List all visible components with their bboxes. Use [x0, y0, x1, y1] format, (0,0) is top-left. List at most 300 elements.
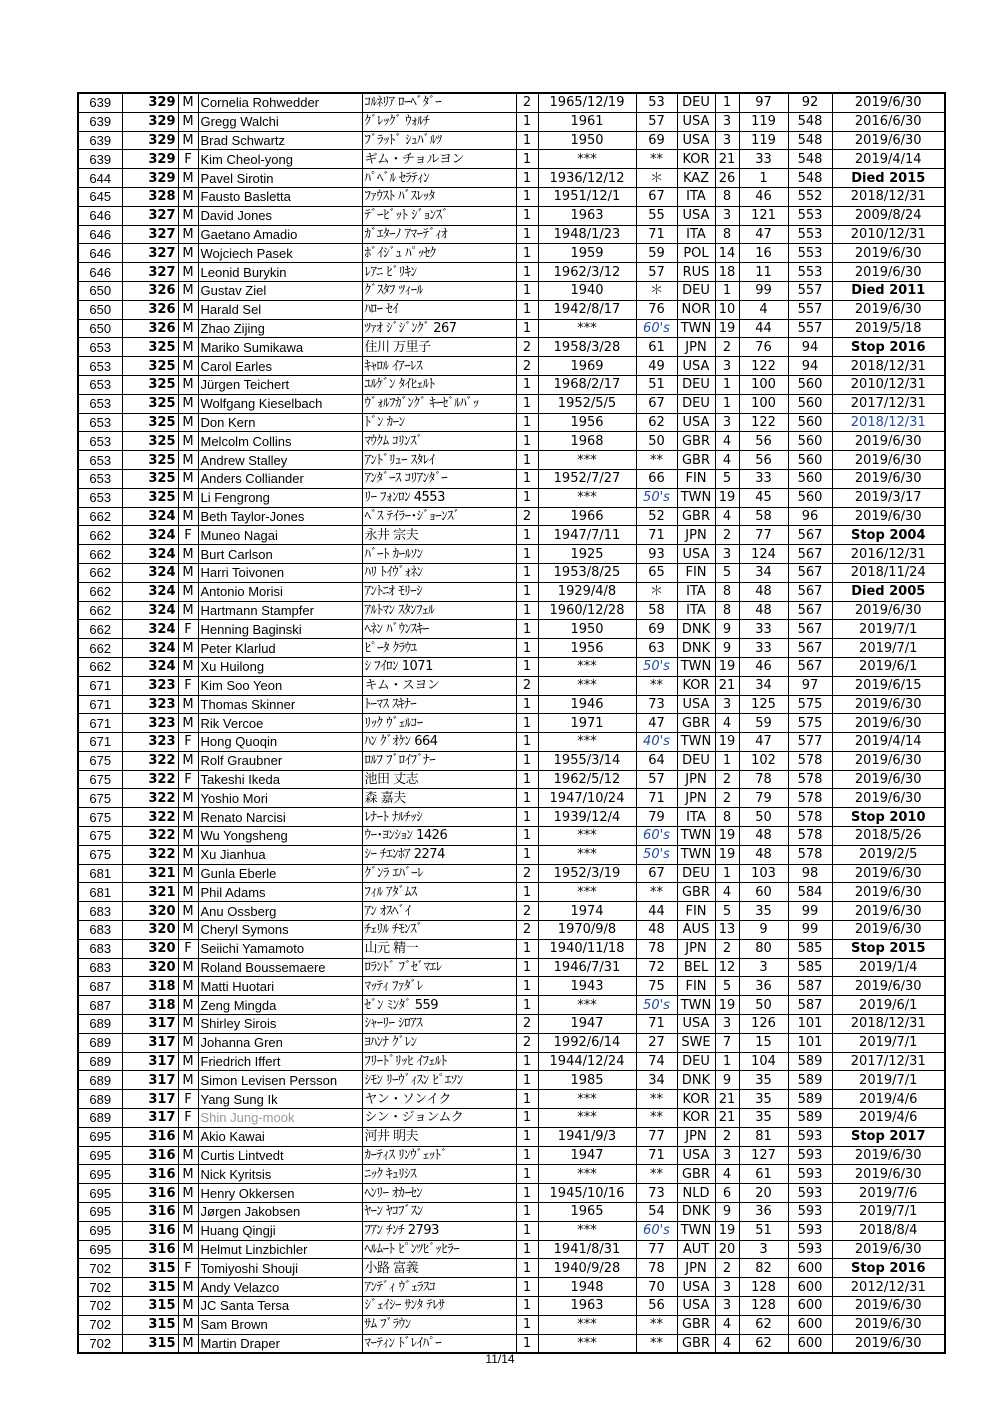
age-decade: 50's — [643, 490, 670, 506]
position-cell: 575 — [788, 714, 832, 733]
table-row — [78, 770, 945, 789]
score-cell: 315 — [122, 1334, 178, 1353]
name-cell: Nick Kyritsis — [198, 1165, 362, 1184]
table-row — [78, 1221, 945, 1240]
age-cell: 57 — [636, 263, 677, 282]
rank-cell: 662 — [78, 545, 122, 564]
rank-cell: 662 — [78, 563, 122, 582]
birth-date-cell: 1960/12/28 — [538, 601, 636, 620]
sex-cell: M — [178, 845, 198, 864]
name-cell: Wolfgang Kieselbach — [198, 394, 362, 413]
date-cell: Stop 2010 — [832, 808, 945, 827]
name-cell: Jürgen Teichert — [198, 375, 362, 394]
name-cell: Thomas Skinner — [198, 695, 362, 714]
position-cell: 567 — [788, 657, 832, 676]
sex-cell: F — [178, 1090, 198, 1109]
count-cell: 1 — [516, 526, 538, 545]
count-cell: 1 — [516, 996, 538, 1015]
country-cell: JPN — [677, 1127, 715, 1146]
rank-cell: 683 — [78, 958, 122, 977]
kana-name-cell: ﾊﾞｰﾄ ｶｰﾙｿﾝ — [362, 545, 516, 564]
points-cell: 119 — [739, 112, 788, 131]
count-cell: 1 — [516, 206, 538, 225]
table-row — [78, 1033, 945, 1052]
age-cell: 55 — [636, 206, 677, 225]
kana-name-cell: ﾘｰ ﾌｫﾝﾛﾝ 4553 — [362, 488, 516, 507]
date-cell: 2019/7/1 — [832, 639, 945, 658]
birth-date-cell: *** — [538, 1090, 636, 1109]
name-cell: Andrew Stalley — [198, 451, 362, 470]
rank-cell: 683 — [78, 939, 122, 958]
count-cell: 1 — [516, 413, 538, 432]
rank-cell: 683 — [78, 902, 122, 921]
country-cell: JPN — [677, 789, 715, 808]
score-cell: 322 — [122, 808, 178, 827]
position-cell: 96 — [788, 507, 832, 526]
position-cell: 92 — [788, 93, 832, 112]
score-cell: 324 — [122, 620, 178, 639]
count-cell: 1 — [516, 883, 538, 902]
score-cell: 325 — [122, 432, 178, 451]
score-cell: 324 — [122, 545, 178, 564]
table-row — [78, 206, 945, 225]
age-cell: ** — [636, 451, 677, 470]
points-cell: 56 — [739, 432, 788, 451]
sex-cell: M — [178, 1221, 198, 1240]
country-number-cell: 4 — [715, 432, 739, 451]
count-cell: 2 — [516, 1033, 538, 1052]
position-cell: 585 — [788, 939, 832, 958]
count-cell: 1 — [516, 225, 538, 244]
name-cell: Simon Levisen Persson — [198, 1071, 362, 1090]
date-cell: 2019/5/18 — [832, 319, 945, 338]
kana-name-cell: ｱﾙﾄﾏﾝ ｽﾀﾝﾌｪﾙ — [362, 601, 516, 620]
points-cell: 50 — [739, 808, 788, 827]
score-cell: 315 — [122, 1278, 178, 1297]
position-cell: 593 — [788, 1184, 832, 1203]
kana-name-cell: 池田 丈志 — [362, 770, 516, 789]
age-cell — [636, 845, 677, 864]
date-cell: 2019/6/30 — [832, 263, 945, 282]
table-row — [78, 507, 945, 526]
position-cell: 593 — [788, 1165, 832, 1184]
table-row — [78, 1203, 945, 1222]
age-cell: 59 — [636, 244, 677, 263]
country-number-cell: 1 — [715, 375, 739, 394]
country-number-cell: 3 — [715, 413, 739, 432]
points-cell: 126 — [739, 1015, 788, 1034]
birth-date-cell: 1969 — [538, 357, 636, 376]
rank-cell: 689 — [78, 1090, 122, 1109]
birth-date-cell: 1946/7/31 — [538, 958, 636, 977]
table-row — [78, 996, 945, 1015]
position-cell: 548 — [788, 131, 832, 150]
sex-cell: M — [178, 469, 198, 488]
sex-cell: M — [178, 695, 198, 714]
table-row — [78, 131, 945, 150]
kana-name-cell: ﾍﾙﾑｰﾄ ﾋﾟﾝﾂﾋﾞｯﾋﾗｰ — [362, 1240, 516, 1259]
birth-date-cell: *** — [538, 676, 636, 695]
rank-cell: 662 — [78, 507, 122, 526]
country-number-cell: 3 — [715, 695, 739, 714]
rank-cell: 650 — [78, 300, 122, 319]
country-cell: NOR — [677, 300, 715, 319]
points-cell: 119 — [739, 131, 788, 150]
date-cell: Died 2011 — [832, 281, 945, 300]
name-cell: Hong Quoqin — [198, 733, 362, 752]
name-cell: Anders Colliander — [198, 469, 362, 488]
country-number-cell: 2 — [715, 1259, 739, 1278]
sex-cell: M — [178, 375, 198, 394]
country-cell: GBR — [677, 1334, 715, 1353]
age-cell: 62 — [636, 413, 677, 432]
name-cell: JC Santa Tersa — [198, 1297, 362, 1316]
age-cell: 70 — [636, 1278, 677, 1297]
count-cell: 2 — [516, 93, 538, 112]
country-number-cell: 19 — [715, 657, 739, 676]
age-cell: 73 — [636, 695, 677, 714]
birth-date-cell: 1947/7/11 — [538, 526, 636, 545]
country-cell: SWE — [677, 1033, 715, 1052]
points-cell: 33 — [739, 469, 788, 488]
name-cell: Xu Jianhua — [198, 845, 362, 864]
position-cell: 557 — [788, 281, 832, 300]
score-cell: 326 — [122, 281, 178, 300]
age-cell: 72 — [636, 958, 677, 977]
name-cell: Leonid Burykin — [198, 263, 362, 282]
name-cell: Akio Kawai — [198, 1127, 362, 1146]
date-cell: 2019/4/14 — [832, 733, 945, 752]
position-cell: 560 — [788, 488, 832, 507]
date-cell: 2019/6/30 — [832, 601, 945, 620]
table-row — [78, 1165, 945, 1184]
age-cell: 58 — [636, 601, 677, 620]
table-row — [78, 319, 945, 338]
kana-name-cell: ﾌｨﾙ ｱﾀﾞﾑｽ — [362, 883, 516, 902]
kana-name-cell: ﾘｯｸ ｳﾞｪﾙｺｰ — [362, 714, 516, 733]
country-cell: USA — [677, 131, 715, 150]
position-cell: 567 — [788, 582, 832, 601]
score-cell: 318 — [122, 977, 178, 996]
rank-cell: 653 — [78, 432, 122, 451]
table-row — [78, 657, 945, 676]
rank-cell: 687 — [78, 977, 122, 996]
sex-cell: M — [178, 206, 198, 225]
age-cell: ** — [636, 1165, 677, 1184]
country-number-cell: 4 — [715, 451, 739, 470]
points-cell: 47 — [739, 733, 788, 752]
country-number-cell: 21 — [715, 150, 739, 169]
country-cell: ITA — [677, 187, 715, 206]
table-row — [78, 1015, 945, 1034]
table-row — [78, 883, 945, 902]
kana-name-cell: ｸﾞｽﾀﾌ ﾂｨｰﾙ — [362, 281, 516, 300]
points-cell: 48 — [739, 601, 788, 620]
country-number-cell: 26 — [715, 169, 739, 188]
rank-cell: 695 — [78, 1240, 122, 1259]
kana-name-cell: ﾌﾞﾗｯﾄﾞ ｼｭﾊﾞﾙﾂ — [362, 131, 516, 150]
birth-date-cell: *** — [538, 488, 636, 507]
rank-cell: 689 — [78, 1052, 122, 1071]
birth-date-cell: 1929/4/8 — [538, 582, 636, 601]
count-cell: 1 — [516, 827, 538, 846]
age-cell — [636, 827, 677, 846]
sex-cell: M — [178, 582, 198, 601]
sex-cell: M — [178, 1203, 198, 1222]
score-cell: 315 — [122, 1297, 178, 1316]
score-cell: 322 — [122, 845, 178, 864]
sex-cell: M — [178, 131, 198, 150]
age-cell: 71 — [636, 225, 677, 244]
name-cell: Don Kern — [198, 413, 362, 432]
rank-cell: 695 — [78, 1127, 122, 1146]
ranking-table — [77, 92, 946, 1354]
name-cell: Carol Earles — [198, 357, 362, 376]
name-cell: Kim Soo Yeon — [198, 676, 362, 695]
name-cell: Xu Huilong — [198, 657, 362, 676]
age-cell: 56 — [636, 1297, 677, 1316]
country-number-cell: 8 — [715, 808, 739, 827]
age-cell: 69 — [636, 131, 677, 150]
country-number-cell: 4 — [715, 507, 739, 526]
birth-date-cell: 1959 — [538, 244, 636, 263]
position-cell: 567 — [788, 620, 832, 639]
count-cell: 1 — [516, 1297, 538, 1316]
country-cell: TWN — [677, 827, 715, 846]
country-cell: USA — [677, 357, 715, 376]
kana-name-cell: 山元 精一 — [362, 939, 516, 958]
rank-cell: 675 — [78, 789, 122, 808]
score-cell: 317 — [122, 1052, 178, 1071]
name-cell: Yoshio Mori — [198, 789, 362, 808]
count-cell: 1 — [516, 733, 538, 752]
age-cell: 54 — [636, 1203, 677, 1222]
sex-cell: M — [178, 714, 198, 733]
kana-name-cell: 森 嘉夫 — [362, 789, 516, 808]
sex-cell: M — [178, 1297, 198, 1316]
country-cell: GBR — [677, 714, 715, 733]
count-cell: 1 — [516, 432, 538, 451]
country-number-cell: 5 — [715, 563, 739, 582]
birth-date-cell: *** — [538, 1315, 636, 1334]
points-cell: 36 — [739, 977, 788, 996]
position-cell: 557 — [788, 300, 832, 319]
rank-cell: 681 — [78, 883, 122, 902]
count-cell: 1 — [516, 1240, 538, 1259]
count-cell: 2 — [516, 902, 538, 921]
birth-date-cell: 1963 — [538, 206, 636, 225]
name-cell: Tomiyoshi Shouji — [198, 1259, 362, 1278]
country-cell: BEL — [677, 958, 715, 977]
rank-cell: 646 — [78, 206, 122, 225]
birth-date-cell: *** — [538, 451, 636, 470]
position-cell: 587 — [788, 977, 832, 996]
count-cell: 1 — [516, 469, 538, 488]
age-cell: 71 — [636, 526, 677, 545]
birth-date-cell: 1950 — [538, 620, 636, 639]
date-cell: 2017/12/31 — [832, 1052, 945, 1071]
date-cell: 2018/8/4 — [832, 1221, 945, 1240]
birth-date-cell: 1962/5/12 — [538, 770, 636, 789]
position-cell: 98 — [788, 864, 832, 883]
date-cell: 2010/12/31 — [832, 225, 945, 244]
sex-cell: M — [178, 1315, 198, 1334]
rank-cell: 653 — [78, 451, 122, 470]
birth-date-cell: *** — [538, 996, 636, 1015]
date-cell: 2019/6/1 — [832, 996, 945, 1015]
country-number-cell: 8 — [715, 601, 739, 620]
name-cell: Mariko Sumikawa — [198, 338, 362, 357]
sex-cell: M — [178, 112, 198, 131]
date-cell: 2019/7/1 — [832, 1033, 945, 1052]
birth-date-cell: *** — [538, 883, 636, 902]
rank-cell: 644 — [78, 169, 122, 188]
kana-name-cell: ｱﾝ ｵｽﾍﾞｲ — [362, 902, 516, 921]
position-cell: 600 — [788, 1315, 832, 1334]
score-cell: 316 — [122, 1146, 178, 1165]
position-cell: 94 — [788, 338, 832, 357]
kana-name-cell: ﾛﾙﾌ ﾌﾞﾛｲﾌﾞﾅｰ — [362, 751, 516, 770]
position-cell: 584 — [788, 883, 832, 902]
age-cell: ** — [636, 1315, 677, 1334]
table-row — [78, 845, 945, 864]
age-cell: 66 — [636, 469, 677, 488]
age-cell: 34 — [636, 1071, 677, 1090]
date-cell: 2018/12/31 — [832, 187, 945, 206]
kana-name-cell: ｺﾙﾈﾘｱ ﾛｰﾍﾞﾀﾞｰ — [362, 93, 516, 112]
name-cell: Brad Schwartz — [198, 131, 362, 150]
count-cell: 1 — [516, 545, 538, 564]
kana-name-cell: ﾔｰﾝ ﾔｺﾌﾞｽﾝ — [362, 1203, 516, 1222]
age-cell: 65 — [636, 563, 677, 582]
name-cell: Henning Baginski — [198, 620, 362, 639]
sex-cell: M — [178, 507, 198, 526]
score-cell: 326 — [122, 300, 178, 319]
country-cell: KOR — [677, 1090, 715, 1109]
score-cell: 328 — [122, 187, 178, 206]
table-row — [78, 1052, 945, 1071]
country-cell: JPN — [677, 939, 715, 958]
name-cell: Muneo Nagai — [198, 526, 362, 545]
score-cell: 323 — [122, 676, 178, 695]
rank-cell: 695 — [78, 1203, 122, 1222]
name-cell: Gaetano Amadio — [198, 225, 362, 244]
count-cell: 1 — [516, 375, 538, 394]
country-number-cell: 1 — [715, 394, 739, 413]
name-cell: Harald Sel — [198, 300, 362, 319]
sex-cell: M — [178, 1071, 198, 1090]
kana-name-cell: ﾁｪﾘﾙ ﾁﾓﾝｽﾞ — [362, 921, 516, 940]
table-body — [78, 93, 945, 1353]
country-cell: DEU — [677, 93, 715, 112]
kana-name-cell: 住川 万里子 — [362, 338, 516, 357]
sex-cell: F — [178, 733, 198, 752]
date-cell: 2019/4/6 — [832, 1090, 945, 1109]
date-cell: Stop 2015 — [832, 939, 945, 958]
kana-name-cell: ｱﾝﾄﾞﾘｭｰ ｽﾀﾚｲ — [362, 451, 516, 470]
points-cell: 58 — [739, 507, 788, 526]
kana-name-cell: ﾍﾝﾘｰ ｵｶｰｾﾝ — [362, 1184, 516, 1203]
points-cell: 60 — [739, 883, 788, 902]
country-cell: TWN — [677, 1221, 715, 1240]
table-row — [78, 582, 945, 601]
points-cell: 35 — [739, 1109, 788, 1128]
age-cell: 77 — [636, 1240, 677, 1259]
score-cell: 320 — [122, 958, 178, 977]
age-cell: 79 — [636, 808, 677, 827]
count-cell: 1 — [516, 488, 538, 507]
country-number-cell: 9 — [715, 639, 739, 658]
rank-cell: 689 — [78, 1071, 122, 1090]
date-cell: 2019/1/4 — [832, 958, 945, 977]
age-cell: 51 — [636, 375, 677, 394]
country-cell: KOR — [677, 676, 715, 695]
position-cell: 575 — [788, 695, 832, 714]
kana-name-cell: ｼﾞｪｲｼｰ ｻﾝﾀ ﾃﾚｻ — [362, 1297, 516, 1316]
position-cell: 589 — [788, 1071, 832, 1090]
date-cell: 2012/12/31 — [832, 1278, 945, 1297]
points-cell: 122 — [739, 357, 788, 376]
points-cell: 11 — [739, 263, 788, 282]
name-cell: Gunla Eberle — [198, 864, 362, 883]
table-row — [78, 751, 945, 770]
points-cell: 122 — [739, 413, 788, 432]
table-row — [78, 375, 945, 394]
name-cell: Andy Velazco — [198, 1278, 362, 1297]
birth-date-cell: *** — [538, 827, 636, 846]
table-row — [78, 187, 945, 206]
position-cell: 567 — [788, 526, 832, 545]
birth-date-cell: 1941/8/31 — [538, 1240, 636, 1259]
score-cell: 324 — [122, 639, 178, 658]
country-number-cell: 19 — [715, 1221, 739, 1240]
country-number-cell: 3 — [715, 131, 739, 150]
points-cell: 103 — [739, 864, 788, 883]
position-cell: 585 — [788, 958, 832, 977]
name-cell: Peter Klarlud — [198, 639, 362, 658]
age-cell: ** — [636, 676, 677, 695]
date-cell: 2019/6/30 — [832, 1146, 945, 1165]
country-cell: JPN — [677, 526, 715, 545]
country-cell: ITA — [677, 582, 715, 601]
country-number-cell: 3 — [715, 112, 739, 131]
sex-cell: M — [178, 977, 198, 996]
table-row — [78, 601, 945, 620]
birth-date-cell: *** — [538, 150, 636, 169]
count-cell: 1 — [516, 1090, 538, 1109]
name-cell: Huang Qingji — [198, 1221, 362, 1240]
age-cell: 48 — [636, 921, 677, 940]
country-number-cell: 3 — [715, 1278, 739, 1297]
age-cell: 78 — [636, 939, 677, 958]
kana-name-cell: シン・ジョンムク — [362, 1109, 516, 1128]
table-row — [78, 469, 945, 488]
table-row — [78, 563, 945, 582]
position-cell: 577 — [788, 733, 832, 752]
country-cell: KAZ — [677, 169, 715, 188]
score-cell: 322 — [122, 827, 178, 846]
name-cell: Helmut Linzbichler — [198, 1240, 362, 1259]
kana-name-cell: ギム・チョルヨン — [362, 150, 516, 169]
country-cell: JPN — [677, 770, 715, 789]
country-number-cell: 8 — [715, 582, 739, 601]
birth-date-cell: 1968/2/17 — [538, 375, 636, 394]
country-number-cell: 13 — [715, 921, 739, 940]
country-cell: DEU — [677, 375, 715, 394]
rank-cell: 653 — [78, 375, 122, 394]
sex-cell: M — [178, 263, 198, 282]
name-cell: Takeshi Ikeda — [198, 770, 362, 789]
